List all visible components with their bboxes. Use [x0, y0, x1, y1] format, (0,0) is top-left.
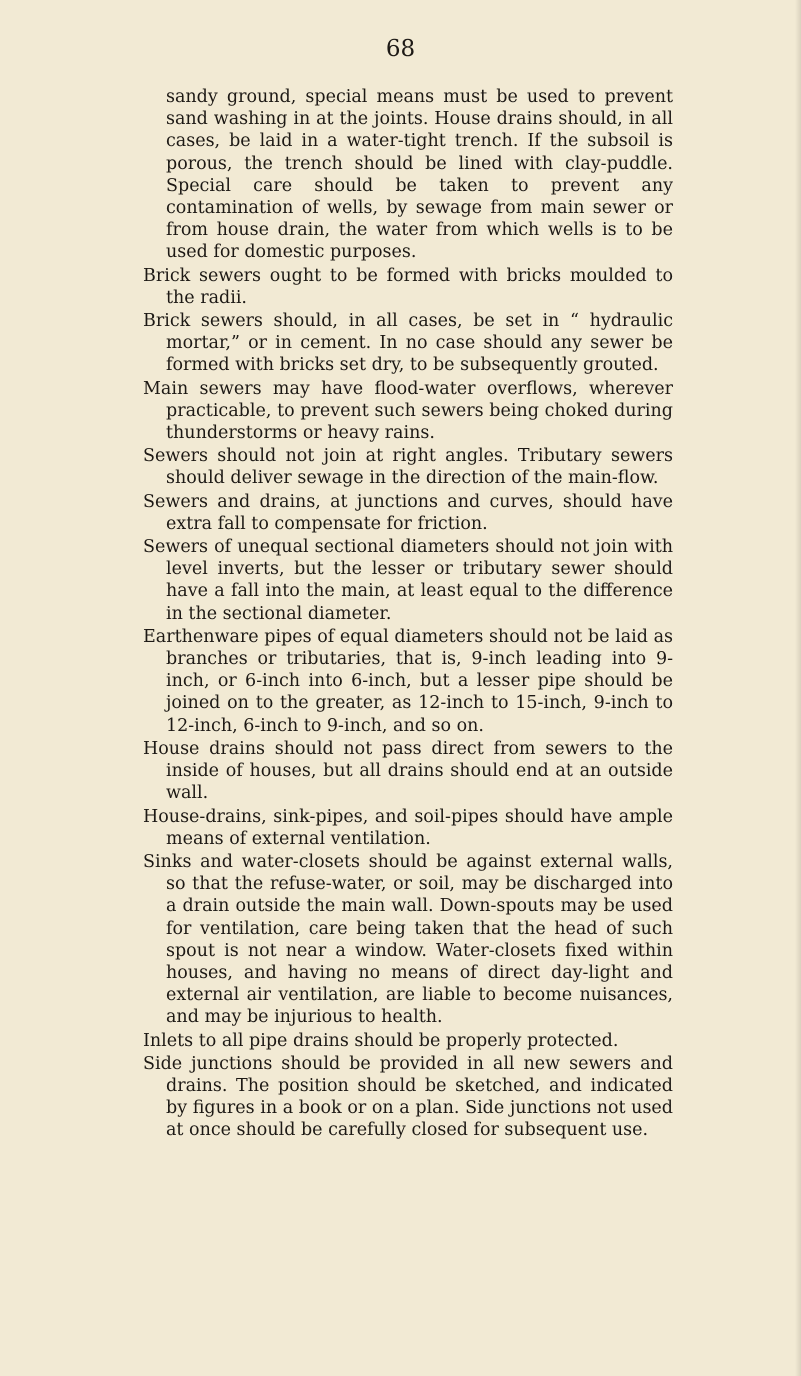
paragraph-right-angles: Sewers should not join at right angles. Tributary sewers should deliver sewage in the direction of the main-flow.: [143, 446, 673, 489]
paragraph-side-junctions: Side junctions should be provided in all new sewers and drains. The position should be sketched, and indicated by figures in a book or on a plan. Side junctions not used at once should be carefully closed for subsequent use.: [143, 1053, 673, 1141]
paragraph-junctions-curves: Sewers and drains, at junctions and curves, should have extra fall to compensate for friction.: [143, 491, 673, 534]
paragraph-earthenware-pipes: Earthenware pipes of equal diameters should not be laid as branches or tributaries, that is, 9-inch leading into 9-inch, or 6-inch into 6-inch, but a lesser pipe should be joined on to the greater, as 12-inch to 15-inch, 9-inch to 12-inch, 6-inch to 9-inch, and so on.: [143, 626, 673, 736]
body-text: [143, 86, 673, 1143]
paragraph-house-drains: House drains should not pass direct from sewers to the inside of houses, but all drains should end at an outside wall.: [143, 738, 673, 804]
page-edge-shadow: [795, 0, 801, 1376]
paragraph-ventilation: House-drains, sink-pipes, and soil-pipes should have ample means of external ventilation.: [143, 806, 673, 849]
paragraph-inlets: Inlets to all pipe drains should be properly protected.: [143, 1030, 619, 1051]
paragraph-brick-radii: Brick sewers ought to be formed with bricks moulded to the radii.: [143, 265, 673, 308]
paragraph-unequal-diameters: Sewers of unequal sectional diameters should not join with level inverts, but the lesser or tributary sewer should have a fall into the main, at least equal to the difference in the sectional diameter.: [143, 537, 673, 624]
paragraph-main-sewers: Main sewers may have flood-water overflows, wherever practicable, to prevent such sewers being choked during thunderstorms or heavy rains.: [143, 378, 673, 444]
paragraph-continuation: sandy ground, special means must be used to prevent sand washing in at the joints. House drains should, in all cases, be laid in a water-tight trench. If the subsoil is porous, the trench should be lined with clay-puddle. Special care should be taken to prevent any contamination of wells, by sewage from main sewer or from house drain, the water from which wells is to be used for domestic purposes.: [166, 87, 673, 263]
paragraph-sinks-closets: Sinks and water-closets should be against external walls, so that the refuse-water, or soil, may be discharged into a drain outside the main wall. Down-spouts may be used for ventilation, care being taken that the head of such spout is not near a window. Water-closets fixed within houses, and having no means of direct day-light and external air ventilation, are liable to become nuisances, and may be injurious to health.: [143, 851, 673, 1028]
paragraph-brick-mortar: Brick sewers should, in all cases, be set in “ hydraulic mortar,” or in cement. In no case should any sewer be formed with bricks set dry, to be subsequently grouted.: [143, 311, 673, 376]
page-number: 68: [385, 36, 416, 62]
